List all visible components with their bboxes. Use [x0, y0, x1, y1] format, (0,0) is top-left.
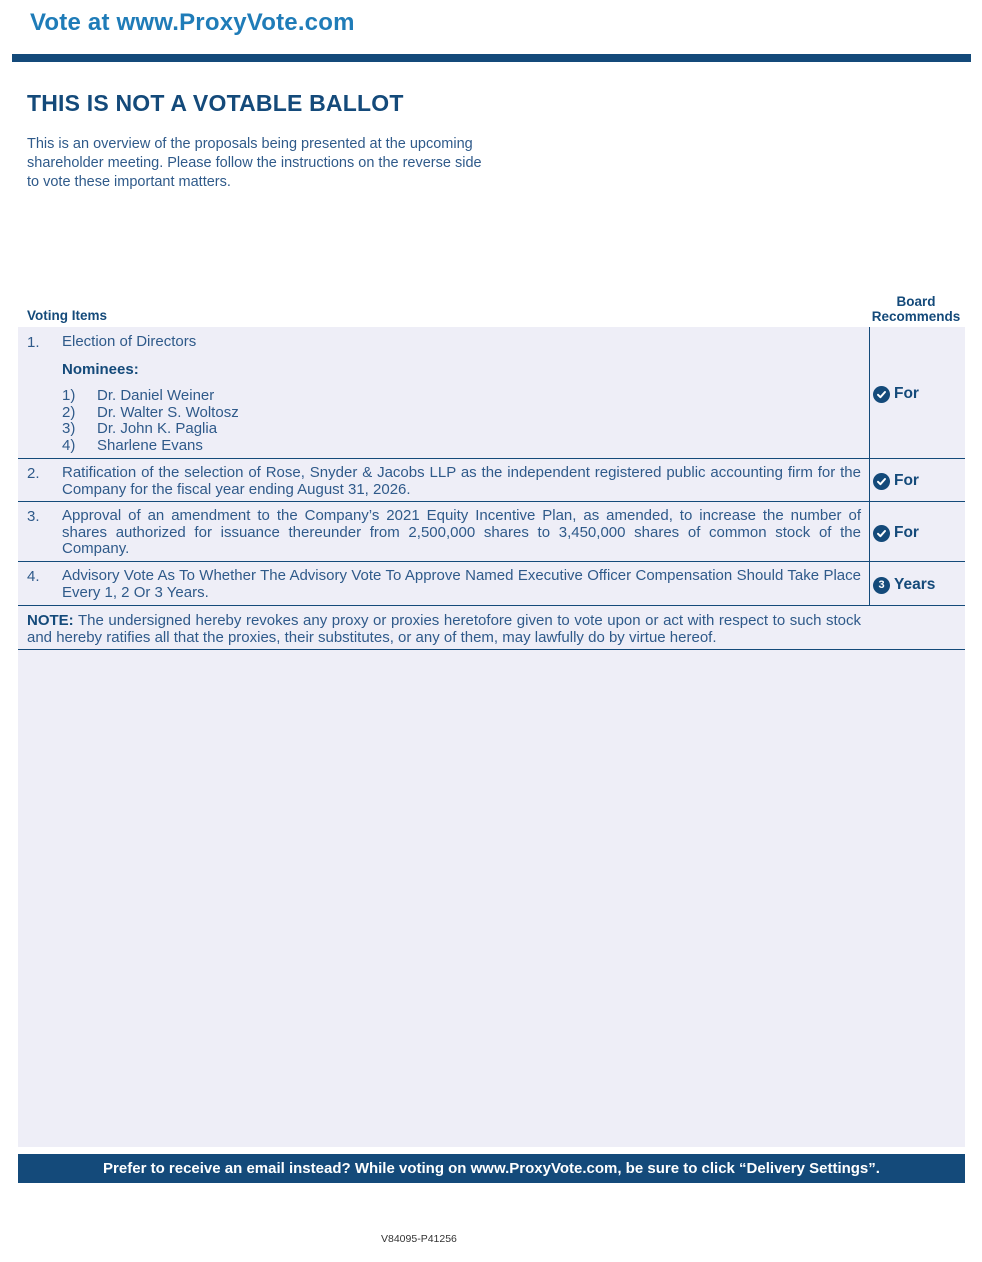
- column-divider: [869, 327, 870, 605]
- row-divider: [18, 458, 965, 459]
- recommendation-label: For: [894, 472, 919, 489]
- check-circle-icon: [873, 525, 890, 542]
- note-text: [27, 613, 861, 646]
- nominee-name: Dr. John K. Paglia: [97, 420, 218, 437]
- nominee-number: 3): [62, 420, 76, 437]
- number-circle-icon: [873, 577, 890, 594]
- document-code: V84095-P41256: [381, 1233, 457, 1245]
- intro-text: This is an overview of the proposals being presented at the upcoming shareholder meeting. Please follow the instructions on the reverse side to vote these important matters.: [27, 136, 482, 190]
- header-divider: [12, 54, 971, 62]
- check-circle-icon: [873, 473, 890, 490]
- ballot-heading: THIS IS NOT A VOTABLE BALLOT: [27, 90, 404, 116]
- note-label: NOTE:: [27, 612, 74, 629]
- site-title: Vote at www.ProxyVote.com: [30, 9, 355, 36]
- note-body: The undersigned hereby revokes any proxy or proxies heretofore given to vote upon or act with respect to such stock and hereby ratifies all that the proxies, their substitutes, or any of them, may lawfully do by virtue hereof.: [27, 612, 861, 646]
- recommendation-label: Years: [894, 576, 936, 593]
- board-recommends-header: [868, 294, 964, 324]
- item-number: 3.: [27, 508, 40, 525]
- nominee-number: 1): [62, 387, 76, 404]
- recommendation-3-years: [873, 576, 935, 594]
- item-number: 2.: [27, 465, 40, 482]
- number-circle-value: 3: [878, 579, 885, 591]
- recommendation-for: [873, 524, 919, 542]
- email-delivery-banner: [18, 1154, 965, 1183]
- row-divider: [18, 605, 965, 606]
- item-text: Ratification of the selection of Rose, Snyder & Jacobs LLP as the independent registered public accounting firm for the Company for the fiscal year ending August 31, 2026.: [62, 464, 861, 498]
- recommendation-label: For: [894, 524, 919, 541]
- nominee-number: 4): [62, 437, 76, 454]
- nominee-name: Dr. Walter S. Woltosz: [97, 404, 239, 421]
- item-text: Approval of an amendment to the Company’s 2021 Equity Incentive Plan, as amended, to increase the number of shares authorized for issuance thereunder from 2,500,000 shares to 3,450,000 shares of common stock of the Company.: [62, 507, 861, 557]
- recommendation-for: [873, 385, 919, 403]
- nominee-number: 2): [62, 404, 76, 421]
- recommendation-label: For: [894, 385, 919, 402]
- item-number: 1.: [27, 334, 40, 351]
- row-divider: [18, 649, 965, 650]
- row-divider: [18, 561, 965, 562]
- voting-items-header: Voting Items: [27, 308, 108, 323]
- nominee-name: Dr. Daniel Weiner: [97, 387, 215, 404]
- nominee-name: Sharlene Evans: [97, 437, 203, 454]
- item-number: 4.: [27, 568, 40, 585]
- recommendation-for: [873, 472, 919, 490]
- item-text: Advisory Vote As To Whether The Advisory Vote To Approve Named Executive Officer Compensation Should Take Place Every 1, 2 Or 3 Years.: [62, 567, 861, 601]
- board-recommends-line1: Board: [896, 294, 936, 309]
- nominees-label: Nominees:: [62, 361, 139, 378]
- item-text: Election of Directors: [62, 333, 197, 350]
- row-divider: [18, 501, 965, 502]
- board-recommends-line2: Recommends: [871, 309, 961, 324]
- check-circle-icon: [873, 386, 890, 403]
- email-delivery-text: Prefer to receive an email instead? While voting on www.ProxyVote.com, be sure to click “Delivery Settings”.: [103, 1160, 880, 1177]
